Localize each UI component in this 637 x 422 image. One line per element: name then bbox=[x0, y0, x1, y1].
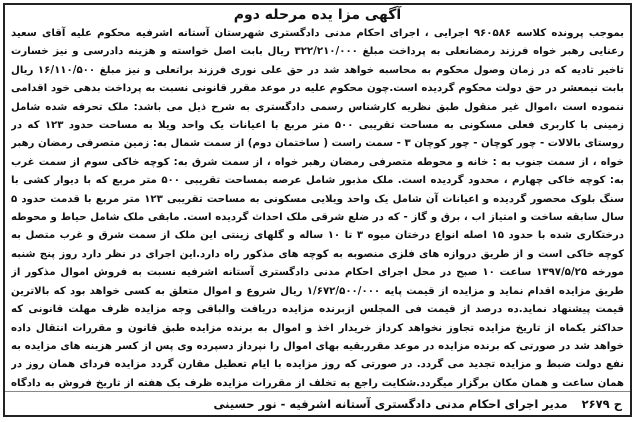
legal-notice bbox=[3, 3, 632, 417]
notice-title: آگهی مزا یده مرحله دوم bbox=[233, 7, 402, 23]
notice-body: بموجب پرونده کلاسه ۹۶۰۵۸۶ اجرایی ، اجرای احکام مدنی دادگستری شهرستان آستانه اشرفیه محکوم علیه آقای سعید رعنایی رهبر خواه فرزند رمضانعلی به پرداخت مبلغ ۳۲۲/۲۱۰/۰۰۰ ریال بابت اصل خواسته و هزینه دادرسی و نیز خسارت تاخیر تادیه که در زمان وصول محکوم به محاسبه خواهد شد در حق علی نوری فرزند براتعلی و نیز مبلغ ۱۶/۱۱۰/۵۰۰ ریال بابت نیمعشر در حق دولت محکوم گردیده است.چون محکوم علیه در موعد مقرر قانونی نسبت به پرداخت بدهی خود اقدامی ننموده است ،اموال غیر منقول طبق نظریه کارشناس رسمی دادگستری به شرح ذیل می باشد: ملک تحرفه شده شامل زمینی با کاربری فعلی مسکونی به مساحت تقریبی ۵۰۰ متر مربع با اعیانات یک واحد ویلا به مساحت حدود ۱۲۳ که در روستای بالالات - چور کوچان - چور کوچان ۳ - سمت راست ( ساختمان دوم) از سمت شمال به: زمین متصرفی رمضان رهبر خواه ، از سمت جنوب به : خانه و محوطه متصرفی رمضان رهبر خواه ، از سمت شرق به: کوچه خاکی سوم از سمت غرب به: کوچه خاکی چهارم ، محدود گردیده است. ملک مذبور شامل عرصه بمساحت تقریبی ۵۰۰ متر مربع که با دیوار کشی با سنگ بلوک محصور گردیده و اعیانات آن شامل یک واحد ویلایی مسکونی به مساحت تقریبی ۱۲۳ متر مربع با قدمت حدود ۵ سال سابقه ساخت و امتیاز اب ، برق و گاز - که در ضلع شرقی ملک احداث گردیده است. مابقی ملک شامل حیاط و محوطه درختکاری شده با حدود ۱۵ اصله انواع درختان میوه ۳ تا ۱۰ ساله و گلهای زینتی این ملک از سمت شرق و غرب متصل به کوچه خاکی است و از طریق دروازه های فلزی منصوبه به کوچه های مذکور راه دارد.این اجرای در نظر دارد روز پنج شنبه مورخه ۱۳۹۷/۵/۲۵ ساعت ۱۰ صبح در محل اجرای احکام مدنی دادگستری آستانه اشرفیه نسبت به فروش اموال مذکور از طریق مزایده اقدام نماید و مزایده از قیمت پایه ۱/۶۷۲/۵۰۰/۰۰۰ ریال شروع و اموال متعلق به کسی خواهد بود که بالاترین قیمت پیشنهاد نماید.ده درصد از قیمت فی المجلس ازبرنده مزایده دریافت والباقی وجه مزایده ظرف مهلت قانونی که حداکثر یکماه از تاریخ مزایده تجاوز نخواهد کرداز خریدار اخذ و اموال به برنده مزایده طبق قانون و مقررات انتقال داده خواهد شد در صورتی که برنده مزایده در موعد مقرربقیه بهای اموال را نپرداز دسپرده وی پس از کسر هزینه های مزایده به نفع دولت ضبط و مزایده تجدید می گردد. در صورتی که روز مزایده با ایام تعطیل مقارن گردد مزایده فردای همان روز در همان ساعت و همان مکان برگزار میگردد.شکایت راجع به تخلف از مقررات مزایده ظرف یک هفته از تاریخ فروش به دادگاه bbox=[11, 28, 624, 389]
notice-code: ح ۲۶۷۹ bbox=[581, 396, 622, 411]
notice-signature: مدیر اجرای احکام مدنی دادگستری آستانه اشرفیه - نور حسینی bbox=[213, 396, 568, 411]
notice-footer bbox=[5, 391, 630, 415]
